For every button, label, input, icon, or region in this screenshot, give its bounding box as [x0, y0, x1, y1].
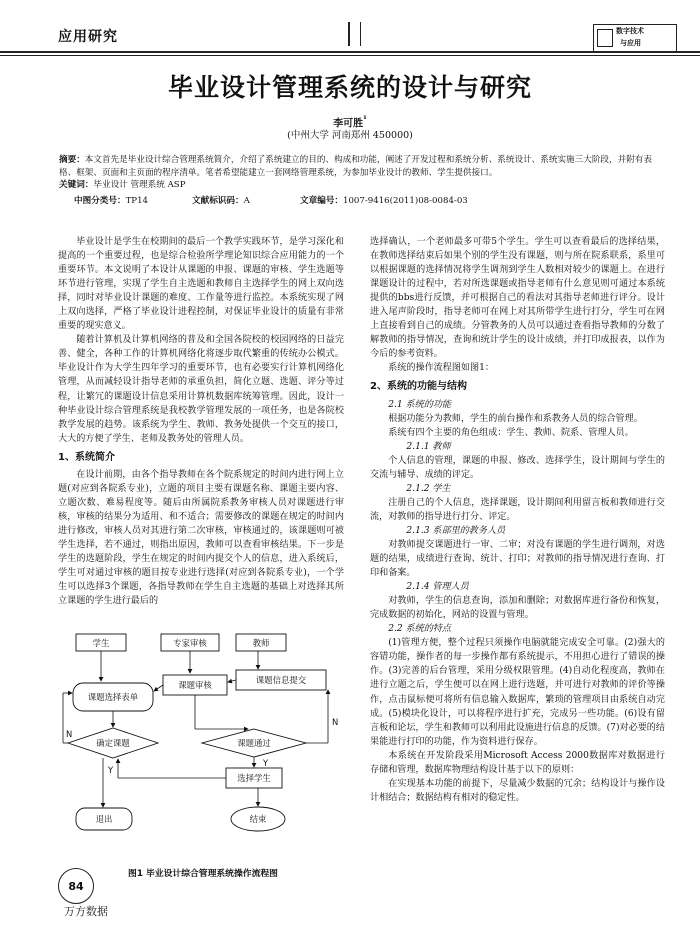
right-column	[370, 235, 665, 805]
subsubsection-heading: 2.1.2 学生	[406, 483, 451, 494]
clc-code: 中图分类号：TP14	[74, 196, 149, 206]
subsubsection-heading: 2.1.1 教师	[406, 441, 451, 452]
document-code: 文献标识码：A	[192, 196, 250, 206]
header-rule-thin	[0, 55, 700, 56]
node-topic-review: 课题审核	[178, 680, 212, 690]
label-n-right: N	[332, 717, 339, 727]
page-number-badge	[58, 868, 94, 904]
author: 李可胜$^{^1}$	[333, 114, 367, 130]
paragraph: 在设计前期，由各个指导教师在各个院系规定的时间内进行网上立题(对应到各院系专业)，立题的项目主要有课题名称、课题主要内容、立题次数、难易程度等。随后由所属院系教务审核人员对课题进行审核，审核的结果分为适用、和不适合；需要修改的课题在规定的时间内进行修改，审核人员对其进行第二次审核，审核通过的，该课题则可被学生选择，若不通过，则指出原因，教师可以查看审核结果。下一步是学生的选题阶段，学生在规定的时间内提交个人的信息，进入系统后，学生可对通过审核的题目按专业进行选择(对应到各院系专业)，一个学生可以选择3个课题，各指导教师在学生自主选题的基础上对选择其所立课题的学生进行最后的	[58, 469, 344, 607]
header-divider	[348, 22, 361, 46]
paragraph: 系统有四个主要的角色组成：学生、教师、院系、管理人员。	[388, 427, 634, 438]
section-heading: 1、系统简介	[58, 451, 115, 463]
author-mark: ¹	[363, 114, 367, 124]
article-number: 文章编号：1007-9416(2011)08-0084-03	[300, 196, 468, 206]
subsection-heading: 2.1 系统的功能	[388, 399, 452, 410]
section-heading: 2、系统的功能与结构	[370, 381, 467, 393]
section-label: 应用研究	[58, 29, 118, 45]
label-y-right: Y	[263, 758, 269, 768]
journal-logo-icon	[597, 29, 613, 47]
node-expert-review: 专家审核	[173, 638, 207, 648]
left-column	[58, 235, 344, 608]
journal-logo-line1: 数字技术	[616, 27, 644, 35]
paragraph: 系统的操作流程图如图1：	[388, 363, 495, 374]
paragraph: 选择确认，一个老师最多可带5个学生。学生可以查看最后的选择结果，在教师选择结束后如果个别的学生没有课题，则与所在院系联系，系里可以根据课题的选择情况将学生调剂到学生人数相对较少的课题上。在进行课题设计的过程中，若对所选课题或指导老师有什么意见则可通过本系统提供的bbs进行反馈，并可根据自己的看法对其指导老师进行评分。设计进入尾声阶段时，指导老师可在网上对其所带学生进行打分，学生可在网上直接看到自己的成绩。分管教务的人员可以通过查看指导教师的分数了解教师的指导情况，查询和统计学生的设计成绩，并打印成报表，以作为今后的参考资料。	[370, 237, 665, 360]
flowchart-figure	[58, 625, 358, 855]
node-select-student: 选择学生	[237, 773, 271, 783]
label-n-left: N	[66, 729, 73, 739]
paragraph: 注册自己的个人信息，选择课题，设计期间利用留言板和教师进行交流，对教师的指导进行打分、评定。	[370, 497, 665, 522]
subsubsection-heading: 2.1.4 管理人员	[406, 582, 469, 593]
affiliation: (中州大学 河南郑州 450000)	[287, 130, 413, 141]
keywords-label: 关键词：	[59, 180, 94, 190]
node-exit: 退出	[95, 814, 113, 824]
article-title: 毕业设计管理系统的设计与研究	[167, 73, 532, 102]
paragraph: 对教师，学生的信息查询，添加和删除；对数据库进行备份和恢复，完成数据的初始化，网站的设置与管理。	[370, 596, 665, 621]
node-topic-pass: 课题通过	[237, 738, 271, 748]
subsubsection-heading: 2.1.3 系部里的教务人员	[406, 525, 506, 536]
node-end: 结束	[249, 814, 267, 824]
node-student: 学生	[92, 638, 110, 648]
abstract-text: 本文首先是毕业设计综合管理系统简介，介绍了系统建立的目的、构成和功能，阐述了开发过程和系统分析、系统设计、系统实施三大阶段，并附有表格、框架、页面和主页面的程序清单。笔者希望能建立一套网络管理系统，为参加毕业设计的教师、学生提供接口。	[59, 155, 652, 178]
journal-logo-line2: 与应用	[620, 39, 641, 47]
node-topic-list: 课题选择表单	[87, 692, 139, 702]
node-topic-submit: 课题信息提交	[255, 675, 307, 685]
keywords: 毕业设计 管理系统 ASP	[93, 180, 186, 190]
node-confirm-topic: 确定课题	[96, 738, 130, 748]
paragraph: 本系统在开发阶段采用Microsoft Access 2000数据库对数据进行存储和管理，数据库物理结构设计基于以下的原则：	[370, 750, 665, 775]
watermark: 万方数据	[64, 905, 108, 918]
header-rule	[0, 51, 700, 53]
journal-logo	[593, 24, 677, 52]
paragraph: 个人信息的管理，课题的申报、修改、选择学生，设计期间与学生的交流与辅导、成绩的评定。	[370, 455, 665, 480]
paragraph: 随着计算机及计算机网络的普及和全国各院校的校园网络的日益完善、健全，各种工作的计算机网络化将逐步取代繁重的传统办公模式。毕业设计作为大学生四年学习的重要环节，也有必要实行计算机网络化管理，从而减轻设计指导老师的承重负担，简化立题、选题、评分等过程，让繁冗的课题设计信息采用计算机数据库统筹管理。因此，设计一种毕业设计综合管理系统是我校教学管理发展的一项任务，也是各院校教学发展的趋势。该系统为学生、教师、教务处提供一个交互的接口，大大的方便了学生、老师及教务处的管理人员。	[58, 335, 344, 444]
paragraph: (1)管理方便，整个过程只须操作电脑就能完成安全可靠。(2)强大的容错功能，操作者的每一步操作都有系统提示，不用担心进行了错误的操作。(3)完善的后台管理，采用分级权限管理。(4)自动化程度高，教师在进行立题之后，学生便可以在网上进行选题，并可进行对教师的评价等操作，点击鼠标便可将所有信息输入数据库，繁琐的管理项目由系统自动完成。(5)模块化设计，可以将程序进行扩充，完成另一些功能。(6)设有留言板和论坛，学生和教师可以利用此设施进行信息的反馈。(7)对必要的结果能进行打印的功能，作为资料进行保存。	[370, 638, 665, 747]
abstract-label: 摘要：	[59, 155, 85, 165]
page-number: 84	[68, 880, 84, 893]
figure-caption: 图1 毕业设计综合管理系统操作流程图	[128, 869, 278, 879]
paragraph: 在实现基本功能的前提下，尽量减少数据的冗余；结构设计与操作设计相结合；数据结构有相对的稳定性。	[370, 778, 665, 803]
paragraph: 对教师提交课题进行一审、二审；对没有课题的学生进行调剂，对选题的结果，成绩进行查询、统计、打印；对教师的指导情况进行查询、打印和备案。	[370, 539, 665, 579]
subsection-heading: 2.2 系统的特点	[388, 624, 452, 635]
abstract	[59, 154, 659, 192]
paragraph: 根据功能分为教师，学生的前台操作和系教务人员的综合管理。	[388, 413, 643, 424]
node-teacher: 教师	[252, 638, 270, 648]
label-y-left: Y	[108, 765, 114, 775]
paragraph: 毕业设计是学生在校期间的最后一个教学实践环节，是学习深化和提高的一个重要过程，也是综合检验所学理论知识综合应用能力的一个重要环节。本文说明了本设计从课题的申报、课题的审核、学生选题等环节进行管理，实现了学生自主选题和教师自主选择学生的网上双向选择，同时对毕业设计课题的难度、工作量等进行监控。本系统实现了网上双向选择，严格了毕业设计进程控制，对保证毕业设计的质量有非常重要的现实意义。	[58, 237, 344, 332]
